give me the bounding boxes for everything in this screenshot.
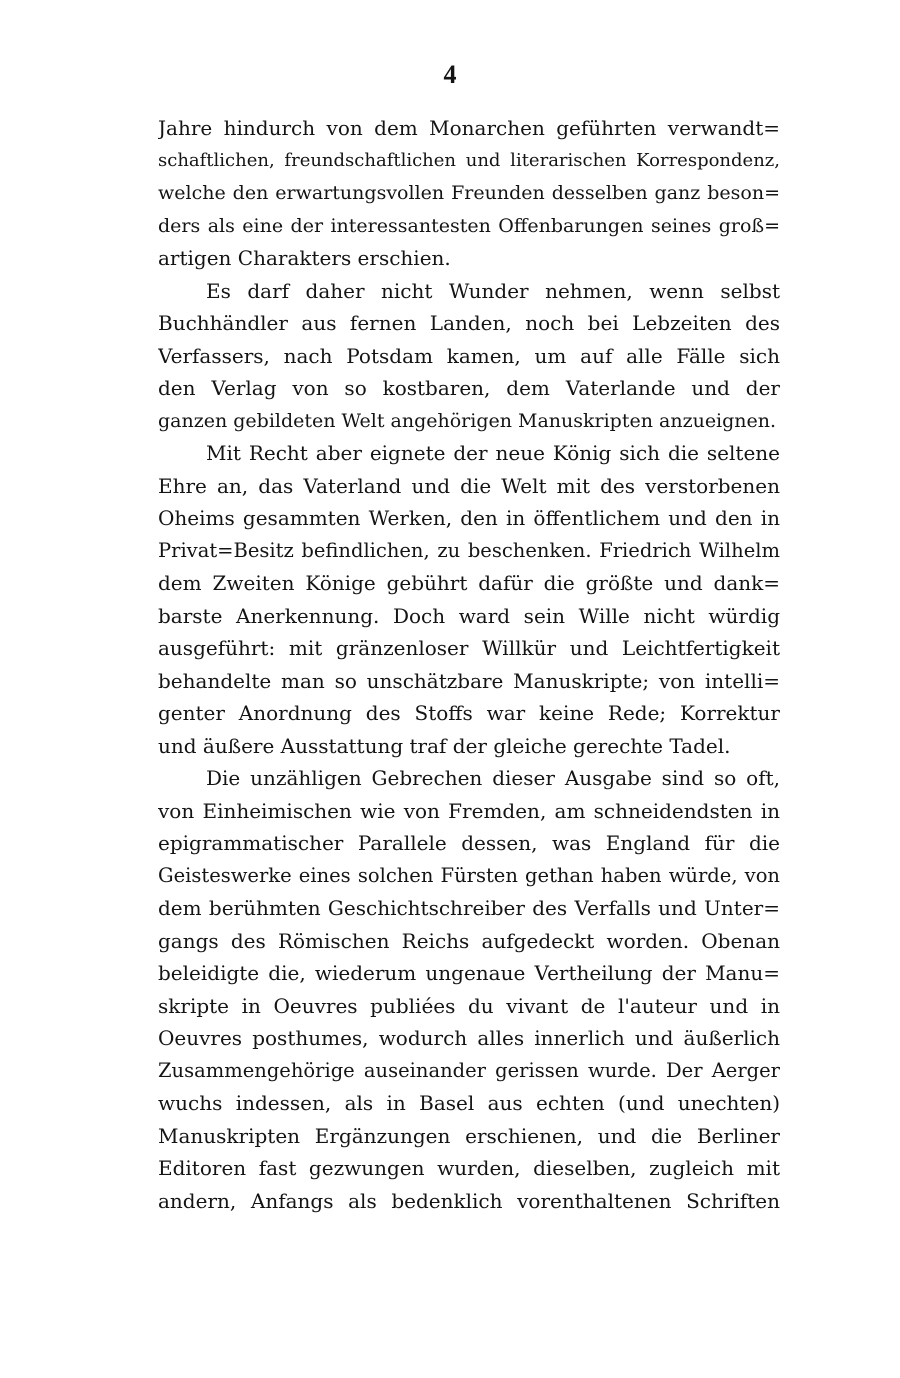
text-line: beleidigte die, wiederum ungenaue Vertheilung der Manu= — [158, 961, 780, 985]
text-line: Manuskripten Ergänzungen erschienen, und die Berliner — [158, 1123, 780, 1148]
page-number: 4 — [443, 60, 457, 89]
text-line: artigen Charakters erschien. — [158, 246, 451, 270]
text-line: behandelte man so unschätzbare Manuskripte; von intelli= — [158, 668, 780, 693]
text-line: den Verlag von so kostbaren, dem Vaterlande und der — [158, 376, 780, 400]
body-text — [158, 112, 780, 1217]
text-line: von Einheimischen wie von Fremden, am schneidendsten in — [158, 798, 780, 823]
text-line: Die unzähligen Gebrechen dieser Ausgabe sind so oft, — [206, 766, 780, 790]
text-line: Mit Recht aber eignete der neue König sich die seltene — [206, 441, 780, 465]
paragraph — [158, 275, 780, 438]
text-line: Jahre hindurch von dem Monarchen geführten verwandt= — [158, 116, 780, 140]
text-line: Oeuvres posthumes, wodurch alles innerlich und äußerlich — [158, 1026, 780, 1050]
text-line: andern, Anfangs als bedenklich vorenthaltenen Schriften — [158, 1188, 780, 1213]
text-line: ausgeführt: mit gränzenloser Willkür und Leichtfertigkeit — [158, 636, 780, 660]
text-line: schaftlichen, freundschaftlichen und literarischen Korrespondenz, — [158, 149, 780, 171]
paragraph — [158, 762, 780, 1217]
text-line: barste Anerkennung. Doch ward sein Wille nicht würdig — [158, 603, 780, 628]
text-line: Oheims gesammten Werken, den in öffentlichem und den in — [158, 506, 780, 530]
text-line: Buchhändler aus fernen Landen, noch bei Lebzeiten des — [158, 311, 780, 335]
text-line: dem Zweiten Könige gebührt dafür die größte und dank= — [158, 571, 780, 595]
text-line: Ehre an, das Vaterland und die Welt mit des verstorbenen — [158, 473, 780, 498]
text-line: Geisteswerke eines solchen Fürsten gethan haben würde, von — [158, 863, 780, 887]
text-line: epigrammatischer Parallele dessen, was England für die — [158, 831, 780, 855]
text-line: und äußere Ausstattung traf der gleiche gerechte Tadel. — [158, 733, 731, 758]
text-line: Privat=Besitz befindlichen, zu beschenken. Friedrich Wilhelm — [158, 538, 780, 562]
text-line: welche den erwartungsvollen Freunden desselben ganz beson= — [158, 182, 780, 204]
text-line: Es darf daher nicht Wunder nehmen, wenn selbst — [206, 278, 780, 303]
text-line: genter Anordnung des Stoffs war keine Rede; Korrektur — [158, 701, 780, 725]
paragraph — [158, 437, 780, 762]
text-line: wuchs indessen, als in Basel aus echten (und unechten) — [158, 1091, 780, 1115]
text-line: dem berühmten Geschichtschreiber des Verfalls und Unter= — [158, 896, 780, 920]
text-line: ders als eine der interessantesten Offenbarungen seines groß= — [158, 214, 780, 237]
paragraph — [158, 112, 780, 275]
text-line: Verfassers, nach Potsdam kamen, um auf alle Fälle sich — [158, 343, 780, 368]
text-line: Editoren fast gezwungen wurden, dieselben, zugleich mit — [158, 1156, 780, 1180]
text-line: skripte in Oeuvres publiées du vivant de l'auteur und in — [158, 993, 780, 1018]
text-line: gangs des Römischen Reichs aufgedeckt worden. Obenan — [158, 928, 780, 953]
text-line: Zusammengehörige auseinander gerissen wurde. Der Aerger — [158, 1058, 780, 1082]
text-line: ganzen gebildeten Welt angehörigen Manuskripten anzueignen. — [158, 409, 777, 432]
